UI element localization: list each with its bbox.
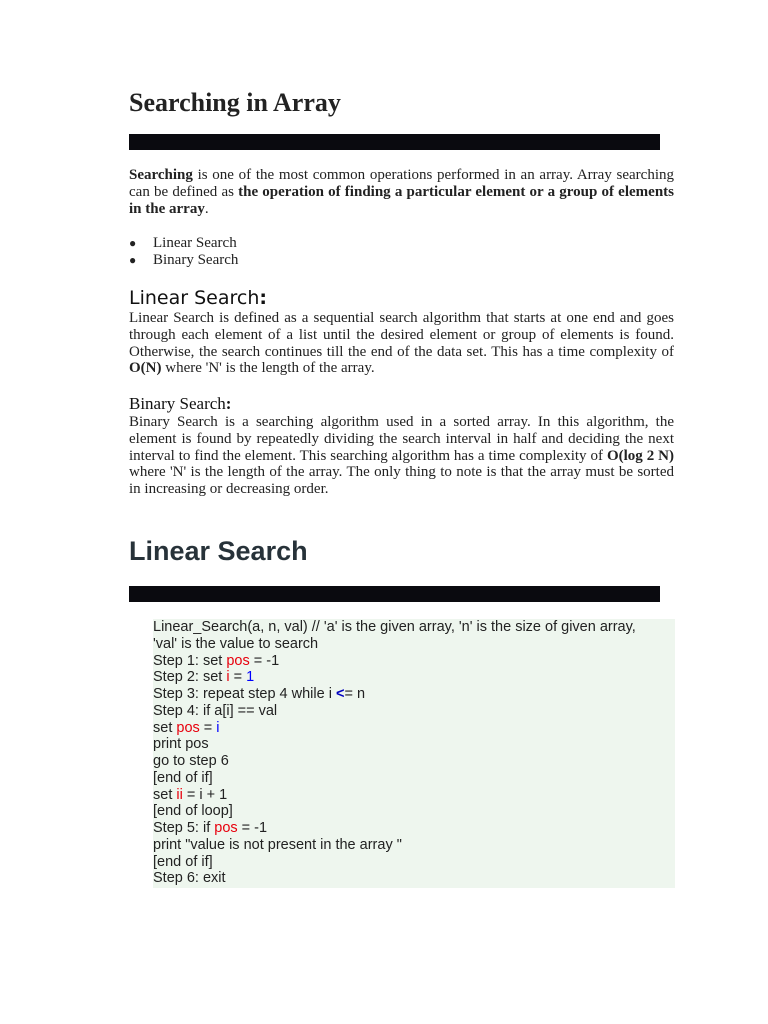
code-text: Step 3: repeat step 4 while i: [153, 686, 336, 702]
code-text: =: [229, 669, 247, 686]
search-types-list: [129, 235, 238, 268]
code-line: [end of loop]: [153, 803, 233, 820]
code-variable: pos: [226, 652, 250, 669]
code-text: = i + 1: [182, 786, 228, 803]
binary-search-paragraph: [129, 414, 674, 498]
linear-complexity: O(N): [129, 360, 162, 377]
linear-search-heading-colon: :: [259, 287, 267, 309]
code-line: [153, 787, 675, 804]
code-line: [153, 720, 675, 737]
linear-search-heading: [129, 287, 267, 309]
linear-search-heading-text: Linear Search: [129, 287, 260, 309]
code-text: Step 1: set: [153, 652, 227, 669]
code-text: Step 2: set: [153, 669, 227, 686]
binary-text-1: Binary Search is a searching algorithm used in a sorted array. In this algorithm, the element is found by repeatedly dividing the search interval in half and deciding the next interval to find the element. This searching algorithm has a time complexity of: [129, 414, 674, 464]
binary-text-2: where 'N' is the length of the array. The only thing to note is that the array must be sorted in increasing or decreasing order.: [129, 464, 674, 498]
linear-text-2: where 'N' is the length of the array.: [161, 360, 375, 377]
binary-search-heading: [129, 394, 231, 414]
code-line: Step 6: exit: [153, 870, 226, 887]
code-variable: pos: [176, 719, 200, 736]
title-divider-bar: [129, 134, 660, 150]
code-line: [153, 686, 675, 703]
linear-text-1: Linear Search is defined as a sequential search algorithm that starts at one end and goes through each element of a list until the desired element or group of elements is found. Otherwise, the search continues till the end of the data set. This has a time complexity of: [129, 310, 674, 360]
intro-text-1: is one of the most common operations performed in an array. Array searching can be defined as: [129, 167, 674, 200]
list-item-label: Linear Search: [153, 235, 237, 251]
code-line: print pos: [153, 736, 209, 753]
code-line: go to step 6: [153, 753, 229, 769]
code-number: 1: [246, 669, 255, 686]
intro-paragraph: [129, 167, 674, 217]
code-line: Step 4: if a[i] == val: [153, 702, 278, 719]
code-line: [153, 820, 675, 837]
code-variable: i: [226, 669, 230, 686]
intro-text-2: .: [204, 200, 209, 217]
code-line: [153, 653, 675, 670]
section-divider-bar: [129, 586, 660, 602]
page-title: Searching in Array: [129, 88, 341, 117]
list-item: [129, 235, 238, 252]
code-line: [end of if]: [153, 853, 213, 870]
code-line: print "value is not present in the array ": [153, 836, 402, 853]
bullet-icon: ●: [129, 236, 137, 250]
code-variable: pos: [214, 820, 238, 836]
binary-complexity: O(log 2 N): [606, 447, 674, 464]
code-text: set: [153, 719, 177, 736]
linear-search-paragraph: [129, 310, 674, 377]
list-item: [129, 252, 238, 269]
code-line: [end of if]: [153, 769, 213, 786]
binary-search-heading-text: Binary Search: [129, 394, 226, 413]
code-text: =: [199, 719, 217, 736]
code-variable: ii: [176, 786, 183, 803]
code-line: [153, 669, 675, 686]
intro-bold-term: Searching: [129, 167, 193, 183]
code-text: = -1: [249, 652, 280, 669]
code-text: = -1: [237, 820, 268, 836]
binary-search-heading-colon: :: [225, 394, 232, 413]
section-heading-linear-search: Linear Search: [129, 536, 308, 566]
code-text: = n: [344, 686, 366, 702]
list-item-label: Binary Search: [153, 251, 239, 268]
bullet-icon: ●: [129, 252, 137, 267]
code-text: set: [153, 786, 177, 803]
code-line: Linear_Search(a, n, val) // 'a' is the given array, 'n' is the size of given array,: [153, 619, 636, 635]
intro-bold-definition: the operation of finding a particular element or a group of elements in the array: [129, 183, 674, 217]
pseudocode-block: [153, 619, 675, 888]
code-line: 'val' is the value to search: [153, 635, 319, 652]
code-variable: i: [216, 719, 220, 736]
code-text: Step 5: if: [153, 820, 215, 836]
code-operator: <: [335, 686, 345, 702]
